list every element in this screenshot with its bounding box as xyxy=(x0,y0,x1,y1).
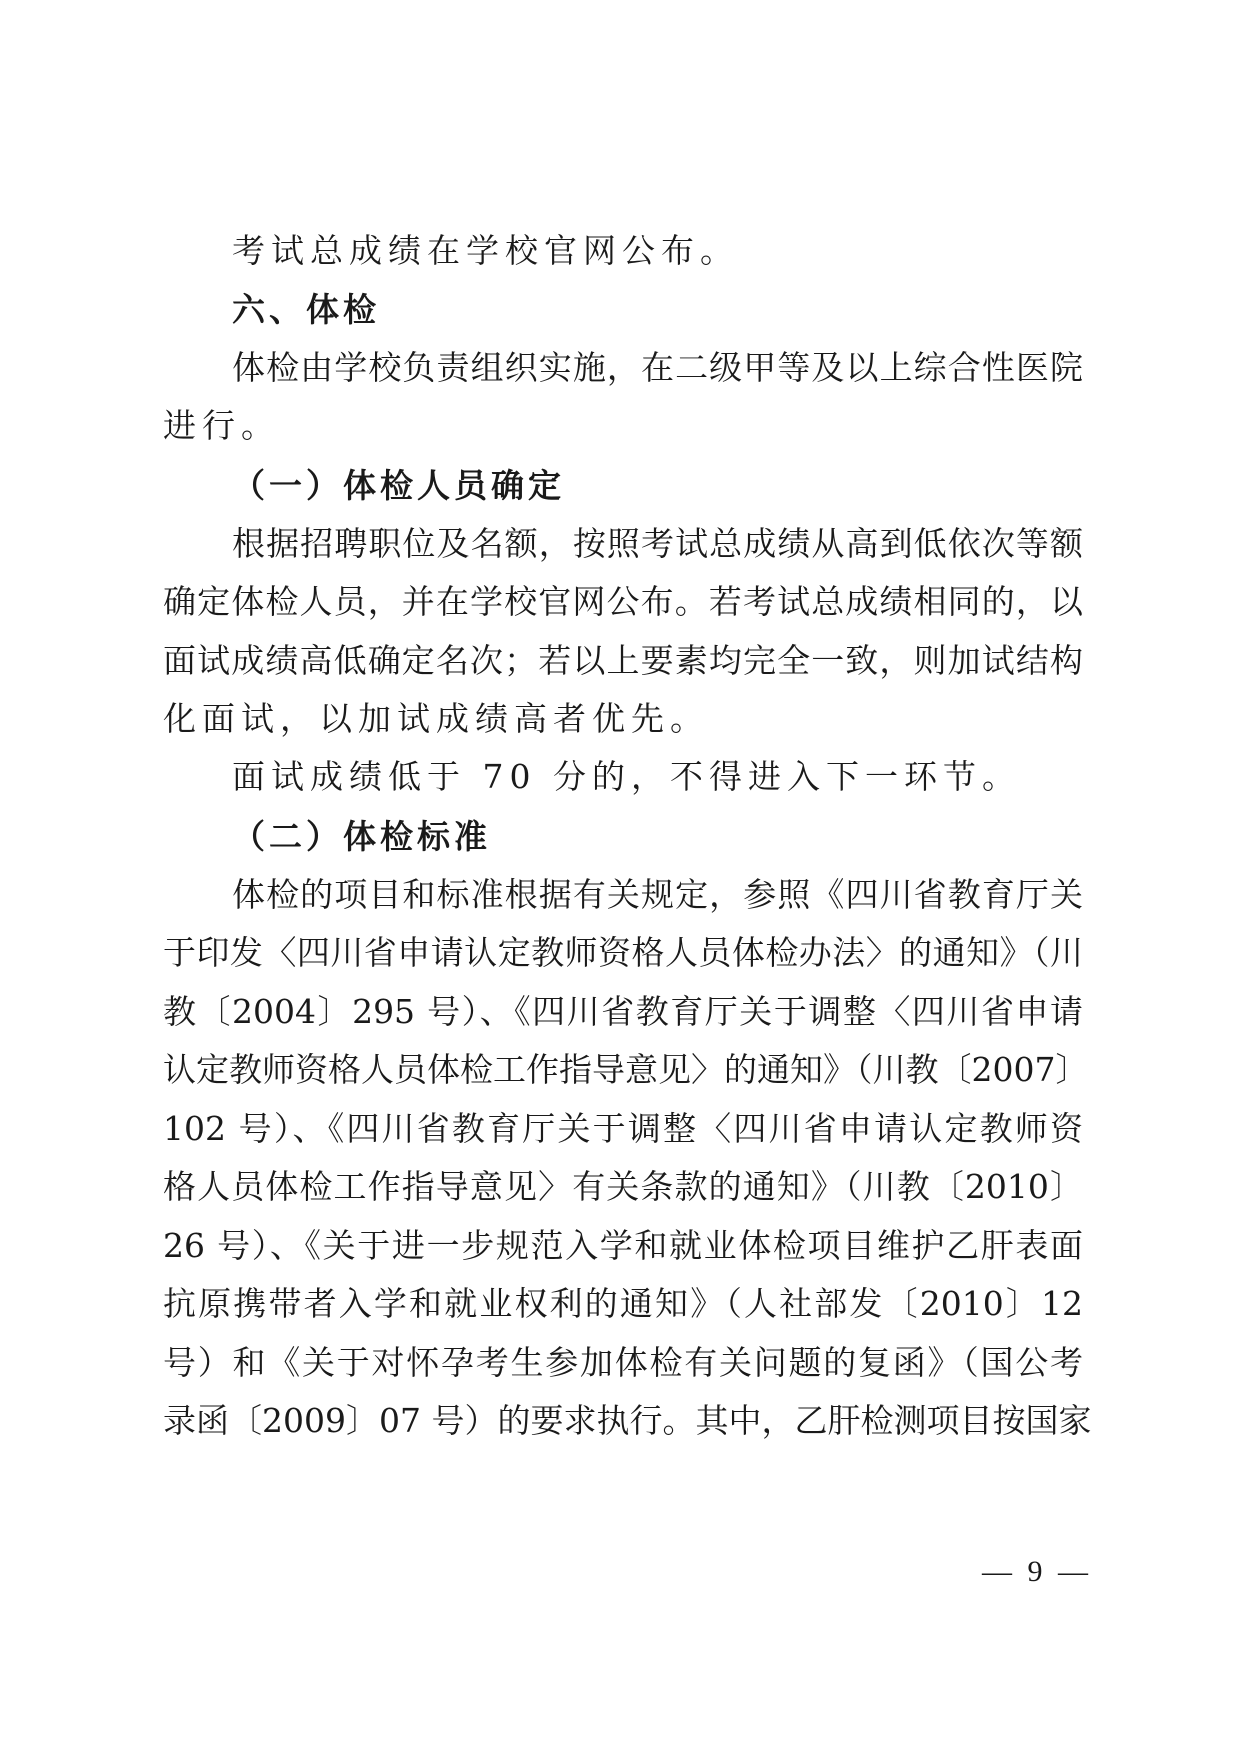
paragraph-line: 体检由学校负责组织实施，在二级甲等及以上综合性医院 xyxy=(232,348,1083,387)
paragraph-line: 102 号）、《四川省教育厅关于调整〈四川省申请认定教师资 xyxy=(163,1109,1083,1148)
subsection-heading-standard: （二）体检标准 xyxy=(232,817,491,856)
paragraph-line: 格人员体检工作指导意见〉有关条款的通知》（川教〔2010〕 xyxy=(163,1167,1083,1206)
paragraph-line: 面试成绩高低确定名次；若以上要素均完全一致，则加试结构 xyxy=(163,641,1083,680)
paragraph-line: 确定体检人员，并在学校官网公布。若考试总成绩相同的，以 xyxy=(163,582,1083,621)
paragraph-line: 面试成绩低于 70 分的，不得进入下一环节。 xyxy=(232,757,1021,796)
subsection-heading-personnel: （一）体检人员确定 xyxy=(232,466,565,505)
paragraph-line: 进行。 xyxy=(163,406,280,445)
paragraph-line: 录函〔2009〕07 号）的要求执行。其中，乙肝检测项目按国家 xyxy=(163,1401,1092,1440)
section-heading-physical-exam: 六、体检 xyxy=(232,290,380,329)
paragraph-line: 26 号）、《关于进一步规范入学和就业体检项目维护乙肝表面 xyxy=(163,1226,1083,1265)
paragraph-line: 抗原携带者入学和就业权利的通知》（人社部发〔2010〕12 xyxy=(163,1284,1083,1323)
paragraph-line: 化面试，以加试成绩高者优先。 xyxy=(163,699,709,738)
paragraph-line: 根据招聘职位及名额，按照考试总成绩从高到低依次等额 xyxy=(232,524,1083,563)
paragraph-line: 认定教师资格人员体检工作指导意见〉的通知》（川教〔2007〕 xyxy=(163,1050,1089,1089)
paragraph-line: 于印发〈四川省申请认定教师资格人员体检办法〉的通知》（川 xyxy=(163,933,1083,972)
paragraph-line: 体检的项目和标准根据有关规定，参照《四川省教育厅关 xyxy=(232,875,1083,914)
page-number: — 9 — xyxy=(982,1555,1092,1588)
paragraph-line: 教〔2004〕295 号）、《四川省教育厅关于调整〈四川省申请 xyxy=(163,992,1083,1031)
paragraph-line: 号）和《关于对怀孕考生参加体检有关问题的复函》（国公考 xyxy=(163,1343,1083,1382)
paragraph-line: 考试总成绩在学校官网公布。 xyxy=(232,231,739,270)
